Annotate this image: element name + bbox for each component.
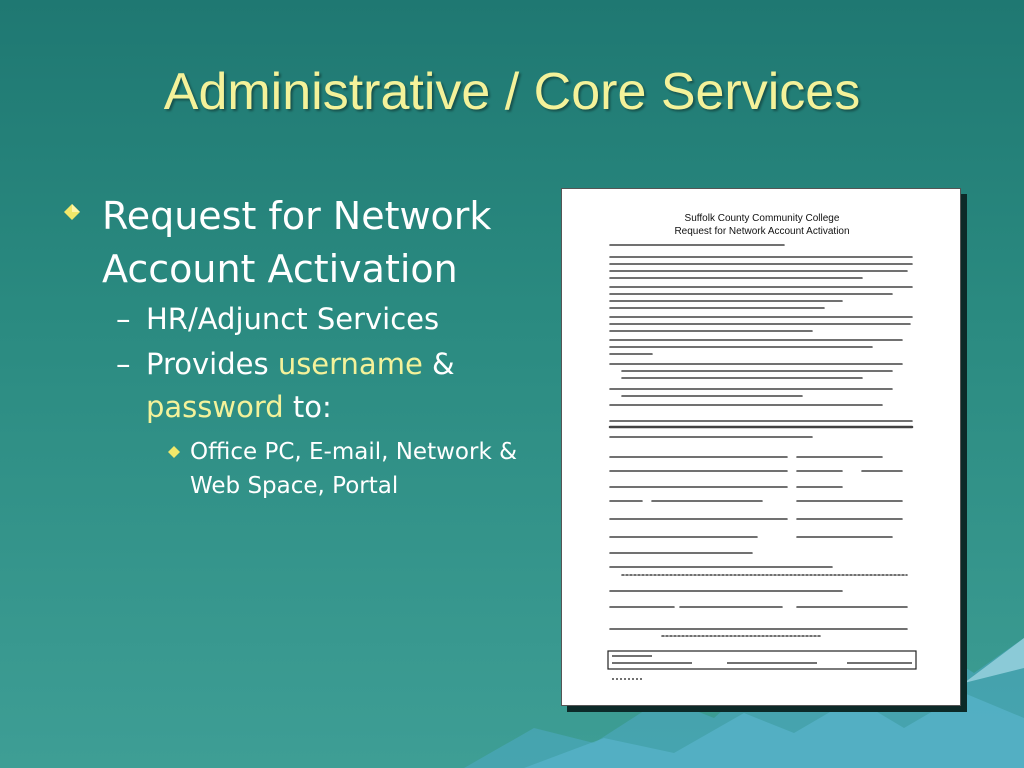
- bullet-services-text: Office PC, E-mail, Network & Web Space, Portal: [190, 439, 518, 499]
- slide-title: Administrative / Core Services: [163, 63, 861, 121]
- bullet-provides-prefix: Provides: [146, 347, 278, 381]
- form-document-image: [561, 188, 961, 706]
- document-body-scribble: [562, 189, 962, 707]
- bullet-level2: [62, 298, 542, 341]
- bullet-level3: [62, 435, 542, 503]
- bullet-provides-suffix: to:: [283, 390, 332, 424]
- bullet-provides-middle: &: [422, 347, 455, 381]
- bullet-level2: [62, 343, 542, 429]
- highlight-username: username: [277, 347, 423, 381]
- bullet-level1: [62, 190, 542, 296]
- document-header-form: Request for Network Account Activation: [674, 226, 850, 237]
- bullet-list: [62, 190, 542, 503]
- diamond-bullet-icon: [168, 446, 180, 458]
- diamond-bullet-icon: [64, 204, 80, 220]
- document-header-college: Suffolk County Community College: [684, 213, 840, 224]
- bullet-hr-text: HR/Adjunct Services: [146, 302, 440, 336]
- dash-bullet-icon: –: [116, 302, 131, 336]
- highlight-password: password: [146, 390, 284, 424]
- dash-bullet-icon: –: [116, 347, 131, 381]
- bullet-request-text: Request for Network Account Activation: [102, 194, 492, 291]
